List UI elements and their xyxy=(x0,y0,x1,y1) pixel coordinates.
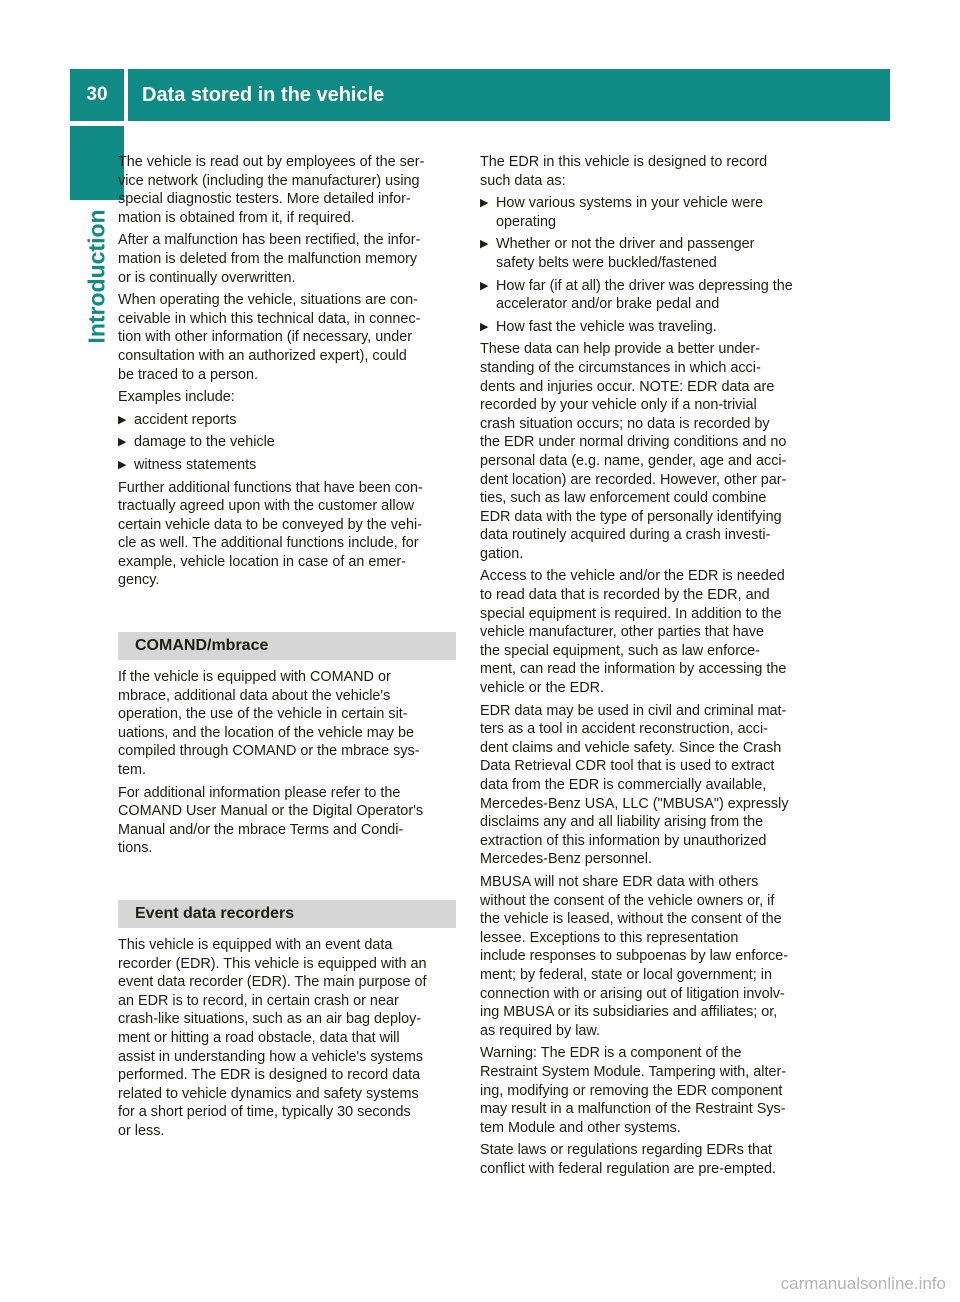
left-column xyxy=(118,153,456,1145)
side-tab-label: Introduction xyxy=(83,208,110,344)
text-line: be traced to a person. xyxy=(118,366,258,383)
text-line: vehicle or the EDR. xyxy=(480,680,604,697)
text-line: special diagnostic testers. More detailed infor- xyxy=(118,191,411,208)
text-line: dent location) are recorded. However, other par- xyxy=(480,471,787,488)
text-line: How far (if at all) the driver was depressing the xyxy=(496,277,793,294)
text-line: Access to the vehicle and/or the EDR is needed xyxy=(480,568,785,585)
text-line: If the vehicle is equipped with COMAND or xyxy=(118,669,391,686)
paragraph xyxy=(118,291,456,384)
text-line: After a malfunction has been rectified, the infor- xyxy=(118,232,421,249)
paragraph xyxy=(118,784,456,858)
text-line: ceivable in which this technical data, in connec- xyxy=(118,310,421,327)
bullet-icon: ▶ xyxy=(118,413,127,426)
text-line: For additional information please refer to the xyxy=(118,784,401,801)
text-line: special equipment is required. In addition to the xyxy=(480,605,782,622)
text-line: accelerator and/or brake pedal and xyxy=(496,296,720,313)
text-line: These data can help provide a better under- xyxy=(480,341,760,358)
paragraph xyxy=(480,1044,814,1137)
text-line: safety belts were buckled/fastened xyxy=(496,254,717,271)
right-column xyxy=(480,153,814,1182)
text-line: recorded by your vehicle only if a non-trivial xyxy=(480,397,757,414)
bullet-icon: ▶ xyxy=(118,436,127,449)
text-line: crash situation occurs; no data is recorded by xyxy=(480,415,770,432)
text-line: ing MBUSA or its subsidiaries and affiliates; or, xyxy=(480,1004,778,1021)
paragraph xyxy=(118,479,456,591)
text-line: operating xyxy=(496,213,557,230)
text-line: mbrace, additional data about the vehicle's xyxy=(118,687,391,704)
text-line: The EDR in this vehicle is designed to record xyxy=(480,154,768,170)
text-line: performed. The EDR is designed to record data xyxy=(118,1067,421,1084)
page-number: 30 xyxy=(86,84,108,105)
paragraph xyxy=(118,668,456,780)
text-line: Mercedes-Benz USA, LLC ("MBUSA") expressly xyxy=(480,795,789,812)
text-line: or less. xyxy=(118,1122,165,1139)
watermark-text: carmanualsonline.info xyxy=(780,1274,946,1293)
text-line: Manual and/or the mbrace Terms and Condi- xyxy=(118,821,404,838)
text-line: When operating the vehicle, situations are con- xyxy=(118,292,418,309)
text-line: This vehicle is equipped with an event data xyxy=(118,937,393,953)
text-line: assist in understanding how a vehicle's systems xyxy=(118,1048,424,1065)
section-heading-event-data-recorders: Event data recorders xyxy=(118,900,456,928)
text-line: personal data (e.g. name, gender, age and acci- xyxy=(480,452,787,469)
text-line: the vehicle is leased, without the consent of the xyxy=(480,911,782,928)
text-line: Data Retrieval CDR tool that is used to extract xyxy=(480,758,775,775)
list-item xyxy=(480,194,814,231)
text-line: COMAND User Manual or the Digital Operator's xyxy=(118,803,424,820)
text-line: certain vehicle data to be conveyed by the vehi- xyxy=(118,516,422,533)
bullet-icon: ▶ xyxy=(480,320,489,333)
text-line: include responses to subpoenas by law enforce- xyxy=(480,948,788,965)
text-line: uations, and the location of the vehicle may be xyxy=(118,724,414,741)
paragraph xyxy=(118,936,456,1141)
header-divider xyxy=(124,69,128,121)
text-line: EDR data may be used in civil and criminal mat- xyxy=(480,702,787,719)
paragraph xyxy=(118,153,456,227)
text-line: dent claims and vehicle safety. Since the Crash xyxy=(480,739,782,756)
text-line: tions. xyxy=(118,840,153,857)
text-line: Restraint System Module. Tampering with, alter- xyxy=(480,1063,787,1080)
side-tab-marker xyxy=(70,126,124,200)
side-tab xyxy=(77,206,117,346)
bullet-icon: ▶ xyxy=(480,279,489,292)
text-line: Warning: The EDR is a component of the xyxy=(480,1045,742,1062)
text-line: such data as: xyxy=(480,172,566,189)
text-line: mation is deleted from the malfunction memory xyxy=(118,250,418,267)
text-line: MBUSA will not share EDR data with others xyxy=(480,873,759,890)
text-line: related to vehicle dynamics and safety systems xyxy=(118,1085,419,1102)
paragraph xyxy=(118,231,456,287)
paragraph xyxy=(118,388,456,407)
text-line: lessee. Exceptions to this representation xyxy=(480,929,739,946)
text-line: Examples include: xyxy=(118,389,235,406)
text-line: compiled through COMAND or the mbrace sys- xyxy=(118,743,420,760)
section-heading-comand: COMAND/mbrace xyxy=(118,632,456,660)
text-line: How fast the vehicle was traveling. xyxy=(496,318,717,335)
list-item xyxy=(480,318,814,337)
text-line: ing, modifying or removing the EDR component xyxy=(480,1082,783,1099)
bullet-icon: ▶ xyxy=(480,238,489,251)
chapter-title: Data stored in the vehicle xyxy=(142,83,385,106)
text-line: disclaims any and all liability arising from the xyxy=(480,814,764,831)
text-line: without the consent of the vehicle owners or, if xyxy=(480,892,775,909)
text-line: data from the EDR is commercially available, xyxy=(480,777,767,793)
text-line: crash-like situations, such as an air bag deploy- xyxy=(118,1011,422,1028)
paragraph xyxy=(480,702,814,869)
text-line: example, vehicle location in case of an emer- xyxy=(118,553,406,570)
text-line: How various systems in your vehicle were xyxy=(496,195,764,212)
list-item xyxy=(118,411,456,430)
text-line: operation, the use of the vehicle in certain sit- xyxy=(118,706,408,723)
text-line: ment or hitting a road obstacle, data that will xyxy=(118,1029,400,1046)
text-line: may result in a malfunction of the Restraint Sys- xyxy=(480,1101,786,1118)
paragraph xyxy=(480,567,814,697)
text-line: vice network (including the manufacturer) using xyxy=(118,172,420,189)
text-line: tem. xyxy=(118,762,146,779)
text-line: tractually agreed upon with the customer allow xyxy=(118,498,414,515)
text-line: an EDR is to record, in certain crash or near xyxy=(118,992,399,1009)
paragraph xyxy=(480,1141,814,1178)
text-line: ment, can read the information by accessing the xyxy=(480,661,787,678)
bullet-icon: ▶ xyxy=(118,458,127,471)
list-item xyxy=(480,235,814,272)
text-line: State laws or regulations regarding EDRs that xyxy=(480,1142,772,1159)
list-item xyxy=(118,433,456,452)
text-line: conflict with federal regulation are pre-empted. xyxy=(480,1160,776,1177)
text-line: dents and injuries occur. NOTE: EDR data are xyxy=(480,378,775,395)
text-line: damage to the vehicle xyxy=(134,434,275,451)
text-line: gency. xyxy=(118,572,160,589)
text-line: recorder (EDR). This vehicle is equipped with an xyxy=(118,955,427,972)
text-line: tion with other information (if necessary, under xyxy=(118,329,413,346)
text-line: mation is obtained from it, if required. xyxy=(118,209,355,226)
text-line: The vehicle is read out by employees of the ser- xyxy=(118,154,425,170)
text-line: Mercedes-Benz personnel. xyxy=(480,851,652,868)
text-line: ties, such as law enforcement could combine xyxy=(480,490,767,507)
text-line: to read data that is recorded by the EDR, and xyxy=(480,587,770,604)
text-line: extraction of this information by unauthorized xyxy=(480,832,767,849)
text-line: ters as a tool in accident reconstruction, acci- xyxy=(480,721,768,738)
list-item xyxy=(480,277,814,314)
text-line: event data recorder (EDR). The main purpose of xyxy=(118,974,427,991)
text-line: for a short period of time, typically 30 seconds xyxy=(118,1104,411,1121)
text-line: or is continually overwritten. xyxy=(118,269,296,286)
text-line: connection with or arising out of litigation involv- xyxy=(480,985,785,1002)
paragraph xyxy=(480,873,814,1040)
text-line: the special equipment, such as law enforce- xyxy=(480,642,760,659)
text-line: witness statements xyxy=(134,456,257,473)
text-line: consultation with an authorized expert), could xyxy=(118,347,407,364)
text-line: ment; by federal, state or local government; in xyxy=(480,966,772,983)
text-line: data routinely acquired during a crash investi- xyxy=(480,527,771,544)
text-line: Further additional functions that have been con- xyxy=(118,479,423,496)
text-line: the EDR under normal driving conditions and no xyxy=(480,434,787,451)
text-line: standing of the circumstances in which acci- xyxy=(480,359,761,376)
text-line: Whether or not the driver and passenger xyxy=(496,236,755,253)
text-line: cle as well. The additional functions include, for xyxy=(118,535,419,552)
text-line: tem Module and other systems. xyxy=(480,1119,681,1136)
paragraph xyxy=(480,153,814,190)
text-line: as required by law. xyxy=(480,1022,600,1039)
text-line: vehicle manufacturer, other parties that have xyxy=(480,624,764,641)
text-line: accident reports xyxy=(134,411,237,428)
bullet-icon: ▶ xyxy=(480,197,489,210)
list-item xyxy=(118,456,456,475)
text-line: gation. xyxy=(480,545,524,562)
paragraph xyxy=(480,340,814,563)
text-line: EDR data with the type of personally identifying xyxy=(480,508,782,525)
